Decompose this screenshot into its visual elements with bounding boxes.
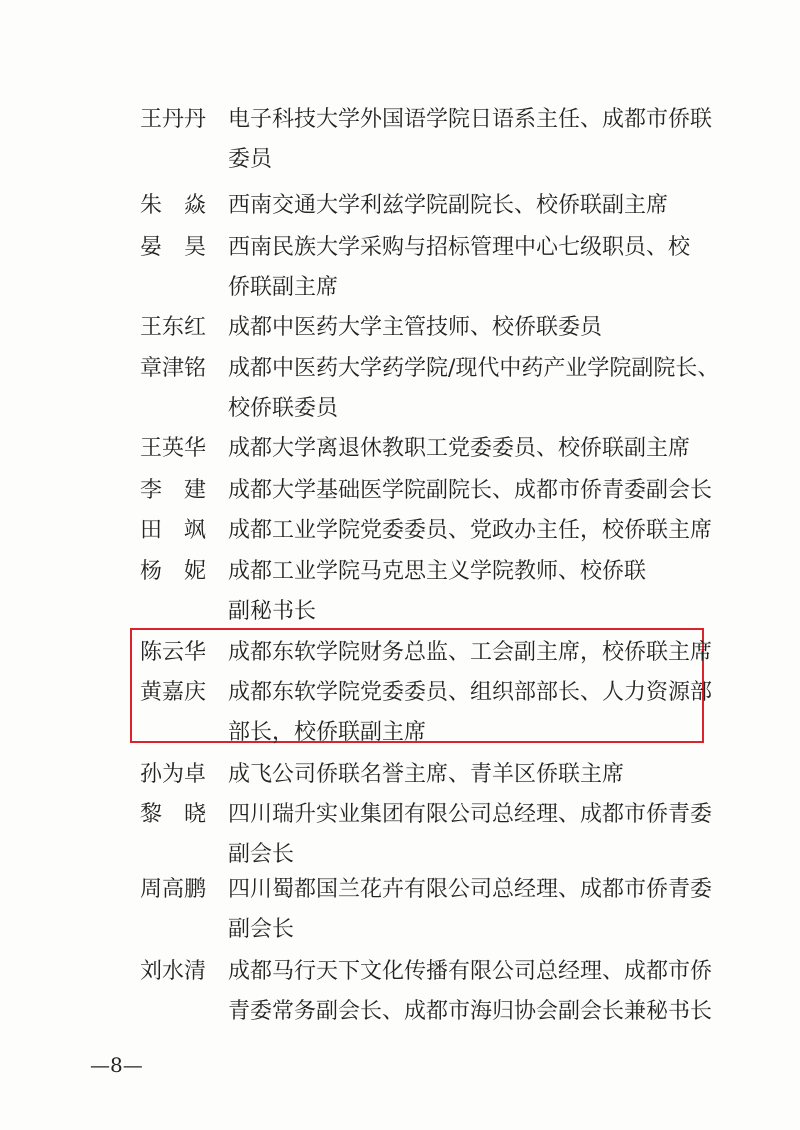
title-line: 成都东软学院财务总监、工会副主席，校侨联主席 (228, 640, 713, 665)
title-line: 西南交通大学利兹学院副院长、校侨联副主席 (228, 193, 669, 218)
title-line: 成都工业学院马克思主义学院教师、校侨联 (228, 559, 647, 584)
title-line: 成都中医药大学药学院/现代中药产业学院副院长、 (228, 356, 720, 381)
title-line: 四川蜀都国兰花卉有限公司总经理、成都市侨青委 (228, 877, 713, 902)
title-line: 侨联副主席 (228, 275, 339, 300)
title-line: 青委常务副会长、成都市海归协会副会长兼秘书长 (228, 999, 713, 1024)
person-name: 陈云华 (140, 640, 207, 665)
person-title (228, 552, 708, 632)
title-line: 成都大学离退休教职工党委委员、校侨联副主席 (228, 436, 691, 461)
person-name: 李 建 (140, 478, 207, 503)
person-title (228, 308, 708, 348)
title-line: 副秘书长 (228, 599, 317, 624)
title-line: 副会长 (228, 842, 295, 867)
person-title (228, 952, 713, 1032)
person-name: 王英华 (140, 436, 207, 461)
person-title (228, 349, 720, 429)
person-title (228, 795, 713, 875)
person-title (228, 429, 708, 469)
person-name: 王丹丹 (140, 107, 207, 132)
title-line: 西南民族大学采购与招标管理中心七级职员、校 (228, 235, 691, 260)
person-title (228, 511, 713, 551)
title-line: 成飞公司侨联名誉主席、青羊区侨联主席 (228, 762, 625, 787)
person-name: 朱 焱 (140, 193, 207, 218)
title-line: 部长，校侨联副主席 (228, 720, 427, 745)
person-name: 黎 晓 (140, 802, 207, 827)
person-title (228, 633, 713, 673)
title-line: 电子科技大学外国语学院日语系主任、成都市侨联 (228, 107, 713, 132)
page-number: —8— (90, 1053, 143, 1077)
title-line: 成都马行天下文化传播有限公司总经理、成都市侨 (228, 959, 713, 984)
person-title (228, 755, 708, 795)
person-name: 孙为卓 (140, 762, 207, 787)
person-title (228, 870, 713, 950)
title-line: 成都工业学院党委委员、党政办主任，校侨联主席 (228, 518, 713, 543)
person-name: 杨 妮 (140, 559, 207, 584)
person-name: 田 飒 (140, 518, 207, 543)
person-title (228, 228, 708, 308)
title-line: 成都东软学院党委委员、组织部部长、人力资源部 (228, 680, 713, 705)
title-line: 委员 (228, 147, 273, 172)
person-name: 晏 昊 (140, 235, 207, 260)
title-line: 四川瑞升实业集团有限公司总经理、成都市侨青委 (228, 802, 713, 827)
person-title (228, 471, 713, 511)
person-name: 刘水清 (140, 959, 207, 984)
person-title (228, 673, 713, 753)
title-line: 成都中医药大学主管技师、校侨联委员 (228, 315, 603, 340)
title-line: 副会长 (228, 917, 295, 942)
title-line: 成都大学基础医学院副院长、成都市侨青委副会长 (228, 478, 713, 503)
person-name: 周高鹏 (140, 877, 207, 902)
person-title (228, 186, 708, 226)
person-name: 章津铭 (140, 356, 207, 381)
person-title (228, 100, 713, 180)
person-name: 王东红 (140, 315, 207, 340)
title-line: 校侨联委员 (228, 396, 339, 421)
person-name: 黄嘉庆 (140, 680, 207, 705)
